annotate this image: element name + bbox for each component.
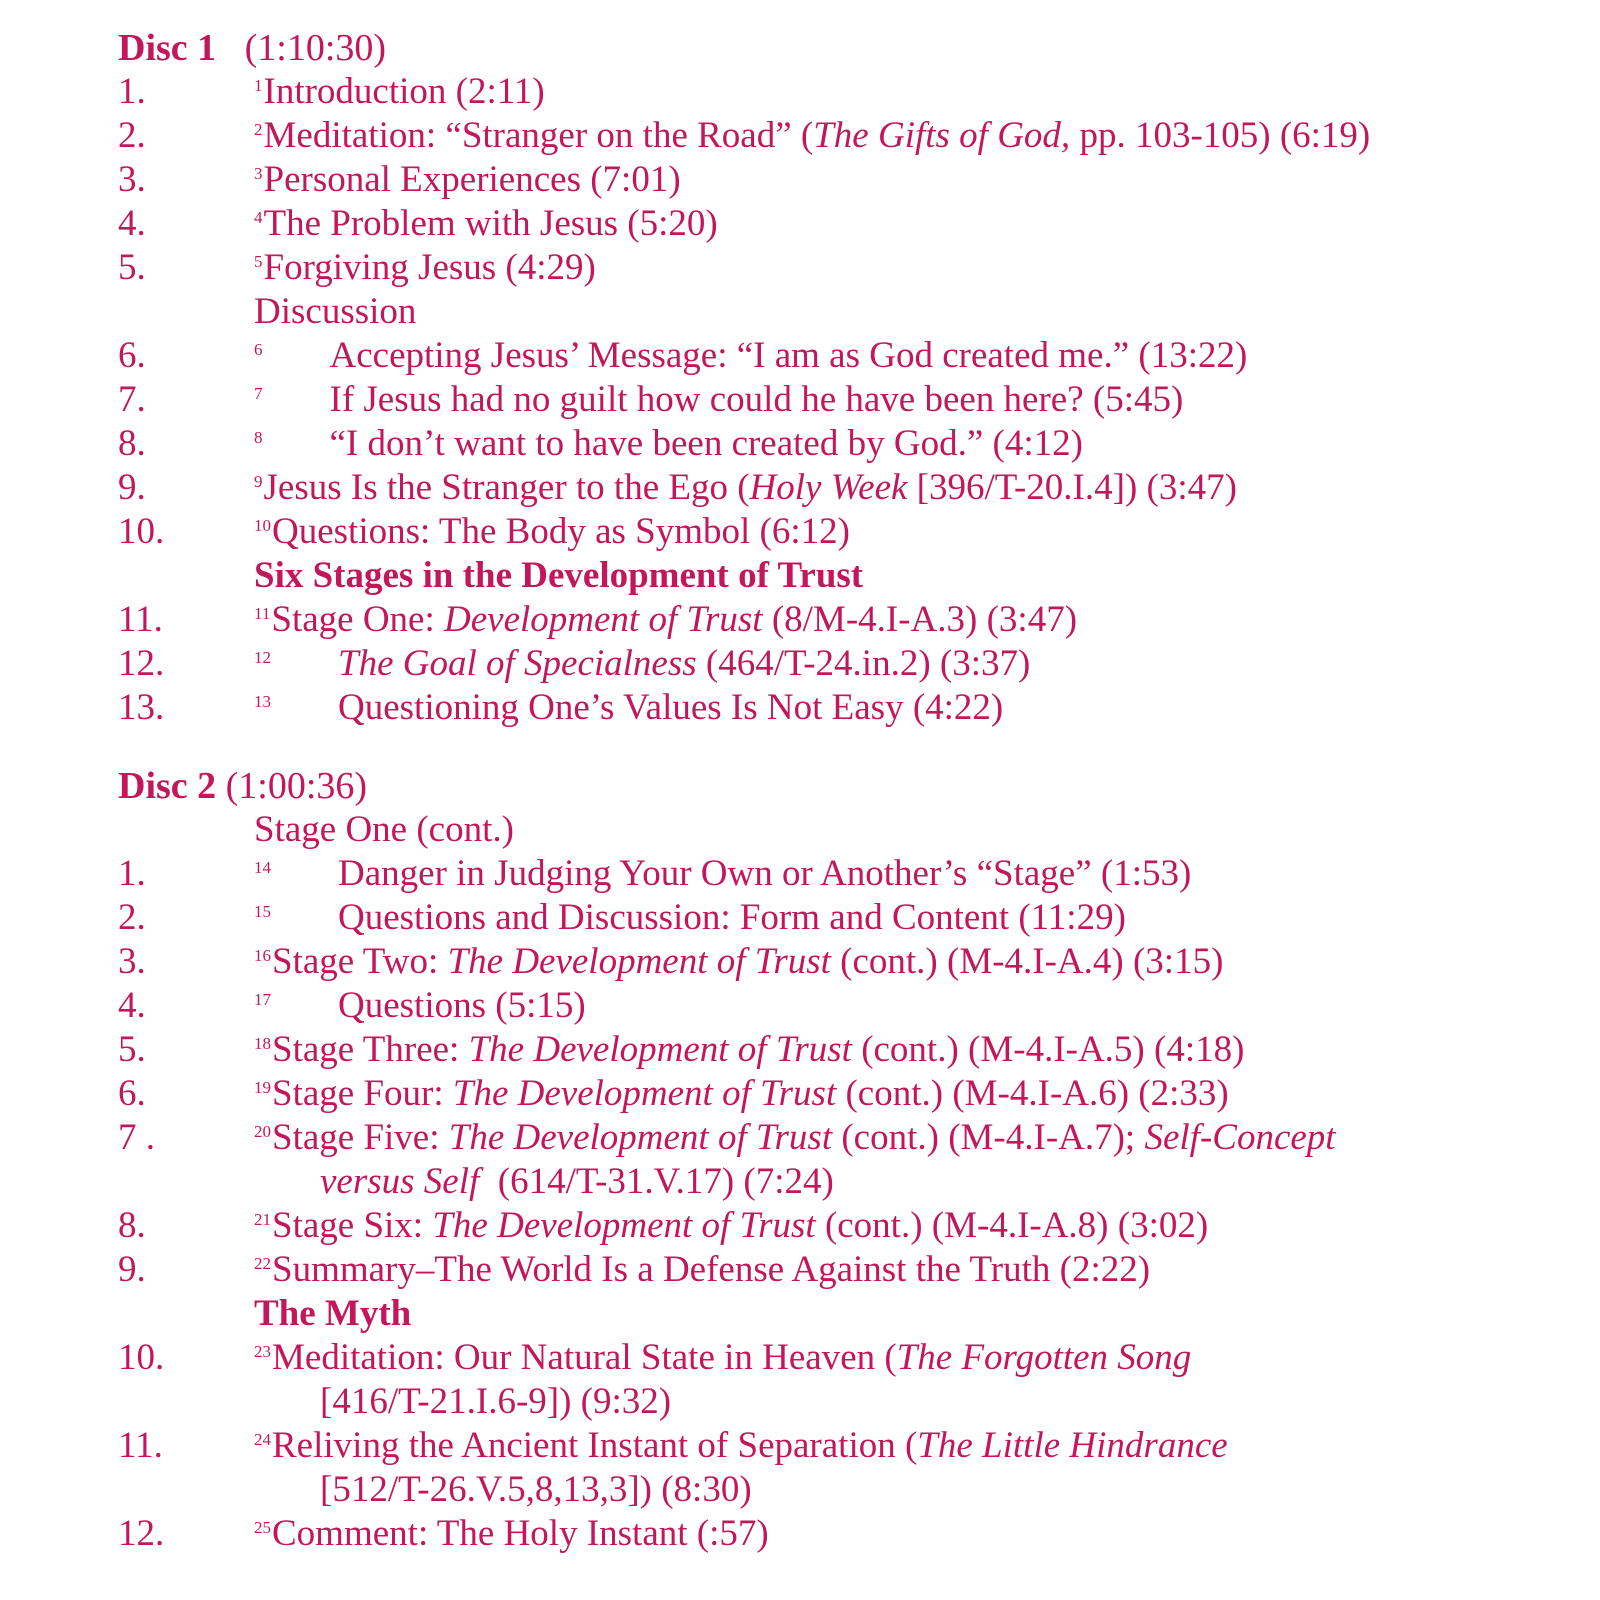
track-title: Accepting Jesus’ Message: “I am as God created me.” (13:22): [329, 335, 1248, 376]
track-title: “I don’t want to have been created by God.” (4:12): [329, 423, 1083, 464]
disc-duration: (1:10:30): [244, 27, 387, 69]
track-row: [118, 598, 1578, 642]
book-title: Development of Trust: [444, 599, 763, 640]
track-row: [118, 1248, 1578, 1292]
track-title-end: (8/M-4.I-A.3) (3:47): [762, 599, 1078, 640]
track-row: [118, 896, 1578, 940]
section-row: [118, 808, 1578, 852]
segment-marker: 19: [254, 1078, 271, 1097]
track-title: If Jesus had no guilt how could he have been here? (5:45): [329, 379, 1184, 420]
track-title: The Problem with Jesus (5:20): [263, 203, 718, 244]
track-row: [118, 642, 1578, 686]
disc-2-header: [118, 764, 1578, 808]
track-number: 2.: [118, 897, 146, 938]
track-title: Stage Six:: [272, 1205, 433, 1246]
segment-marker: 13: [254, 692, 271, 711]
track-number: 9.: [118, 1249, 146, 1290]
track-title-end: (cont.) (M-4.I-A.7);: [832, 1117, 1145, 1158]
track-number: 4.: [118, 203, 146, 244]
track-row: [118, 1204, 1578, 1248]
track-title: Questions: The Body as Symbol (6:12): [272, 511, 850, 552]
track-number: 12.: [118, 643, 165, 684]
track-title: Danger in Judging Your Own or Another’s “Stage” (1:53): [338, 853, 1192, 894]
track-number: 7.: [118, 379, 146, 420]
track-number: 8.: [118, 423, 146, 464]
track-title: Meditation: “Stranger on the Road” (: [263, 115, 814, 156]
segment-marker: 20: [254, 1122, 271, 1141]
track-title-end: pp. 103-105) (6:19): [1070, 115, 1371, 156]
track-number: 10.: [118, 1337, 165, 1378]
track-number: 6.: [118, 335, 146, 376]
track-title: Introduction (2:11): [263, 71, 545, 112]
segment-marker: 17: [254, 990, 271, 1009]
track-title: Personal Experiences (7:01): [263, 159, 681, 200]
track-row: [118, 70, 1578, 114]
track-number: 3.: [118, 941, 146, 982]
segment-marker: 18: [254, 1034, 271, 1053]
section-heading: The Myth: [254, 1293, 412, 1334]
book-title: The Little Hindrance: [917, 1425, 1228, 1466]
book-title: The Goal of Specialness: [338, 643, 697, 684]
track-row: [118, 984, 1578, 1028]
track-title: Stage Four:: [272, 1073, 453, 1114]
section-label: Stage One (cont.): [254, 809, 514, 850]
track-title: Comment: The Holy Instant (:57): [272, 1513, 769, 1554]
track-row: [118, 1028, 1578, 1072]
track-row: [118, 114, 1578, 158]
segment-marker: 6: [254, 340, 263, 359]
track-title-end: (464/T-24.in.2) (3:37): [696, 643, 1031, 684]
track-number: 13.: [118, 687, 165, 728]
book-title: Holy Week: [749, 467, 908, 508]
track-row: [118, 158, 1578, 202]
section-label: Discussion: [254, 291, 417, 332]
track-number: 8.: [118, 1205, 146, 1246]
track-title-end: [512/T-26.V.5,8,13,3]) (8:30): [320, 1469, 752, 1510]
track-title-end: (cont.) (M-4.I-A.5) (4:18): [851, 1029, 1245, 1070]
track-number: 2.: [118, 115, 146, 156]
disc-1-header: [118, 26, 1578, 70]
segment-marker: 22: [254, 1254, 271, 1273]
book-title: The Development of Trust: [452, 1073, 837, 1114]
book-title: The Development of Trust: [468, 1029, 852, 1070]
track-row: [118, 1116, 1578, 1160]
disc-label: Disc 2: [118, 765, 217, 807]
track-title-end: (cont.) (M-4.I-A.8) (3:02): [815, 1205, 1209, 1246]
section-row: [118, 554, 1578, 598]
book-title: The Development of Trust: [447, 941, 831, 982]
track-row: [118, 1424, 1578, 1468]
segment-marker: 9: [254, 472, 263, 491]
segment-marker: 7: [254, 384, 263, 403]
segment-marker: 24: [254, 1430, 271, 1449]
track-row: [118, 852, 1578, 896]
section-row: [118, 290, 1578, 334]
track-title: Forgiving Jesus (4:29): [263, 247, 596, 288]
track-title: Stage One:: [271, 599, 444, 640]
track-number: 7 .: [118, 1117, 155, 1158]
track-title: Questions and Discussion: Form and Content (11:29): [338, 897, 1126, 938]
track-row: [118, 422, 1578, 466]
segment-marker: 1: [254, 76, 263, 95]
track-row: [118, 686, 1578, 730]
track-number: 3.: [118, 159, 146, 200]
track-number: 11.: [118, 599, 163, 640]
track-row: [118, 940, 1578, 984]
segment-marker: 4: [254, 208, 263, 227]
track-title-end: (cont.) (M-4.I-A.6) (2:33): [836, 1073, 1229, 1114]
track-title-end: [416/T-21.I.6-9]) (9:32): [320, 1381, 672, 1422]
track-row-continuation: [118, 1160, 1578, 1204]
disc-duration: (1:00:36): [225, 765, 368, 807]
segment-marker: 14: [254, 858, 271, 877]
segment-marker: 12: [254, 648, 271, 667]
disc-label: Disc 1: [118, 27, 217, 69]
track-listing: [118, 26, 1578, 1556]
segment-marker: 8: [254, 428, 263, 447]
track-title: Stage Five:: [272, 1117, 449, 1158]
segment-marker: 10: [254, 516, 271, 535]
segment-marker: 16: [254, 946, 271, 965]
track-row-continuation: [118, 1468, 1578, 1512]
book-title-2: Self-Concept: [1144, 1117, 1336, 1158]
section-heading: Six Stages in the Development of Trust: [254, 555, 864, 596]
track-row: [118, 466, 1578, 510]
track-title: Reliving the Ancient Instant of Separation (: [272, 1425, 918, 1466]
segment-marker: 21: [254, 1210, 271, 1229]
book-title: versus Self: [320, 1161, 480, 1202]
segment-marker: 11: [254, 604, 271, 623]
track-row-continuation: [118, 1380, 1578, 1424]
segment-marker: 3: [254, 164, 263, 183]
book-title: The Gifts of God,: [813, 115, 1071, 156]
track-row: [118, 378, 1578, 422]
track-title-end: (cont.) (M-4.I-A.4) (3:15): [830, 941, 1224, 982]
track-number: 5.: [118, 247, 146, 288]
track-number: 5.: [118, 1029, 146, 1070]
track-title: Questions (5:15): [338, 985, 586, 1026]
segment-marker: 25: [254, 1518, 271, 1537]
track-row: [118, 1336, 1578, 1380]
segment-marker: 23: [254, 1342, 271, 1361]
track-number: 9.: [118, 467, 146, 508]
track-number: 1.: [118, 853, 146, 894]
track-number: 11.: [118, 1425, 163, 1466]
track-title: Questioning One’s Values Is Not Easy (4:22): [338, 687, 1004, 728]
track-number: 10.: [118, 511, 165, 552]
segment-marker: 5: [254, 252, 263, 271]
track-row: [118, 202, 1578, 246]
book-title: The Forgotten Song: [896, 1337, 1192, 1378]
track-number: 1.: [118, 71, 146, 112]
track-title: Meditation: Our Natural State in Heaven (: [272, 1337, 897, 1378]
track-row: [118, 510, 1578, 554]
track-title: Summary–The World Is a Defense Against the Truth (2:22): [272, 1249, 1151, 1290]
track-title-end: (614/T-31.V.17) (7:24): [479, 1161, 834, 1202]
track-number: 4.: [118, 985, 146, 1026]
section-row: [118, 1292, 1578, 1336]
track-number: 12.: [118, 1513, 165, 1554]
book-title: The Development of Trust: [448, 1117, 833, 1158]
track-title-end: [396/T-20.I.4]) (3:47): [907, 467, 1237, 508]
segment-marker: 15: [254, 902, 271, 921]
track-row: [118, 334, 1578, 378]
track-title: Stage Two:: [272, 941, 448, 982]
track-title: Jesus Is the Stranger to the Ego (: [263, 467, 750, 508]
track-row: [118, 1072, 1578, 1116]
segment-marker: 2: [254, 120, 263, 139]
track-row: [118, 246, 1578, 290]
track-number: 6.: [118, 1073, 146, 1114]
book-title: The Development of Trust: [432, 1205, 816, 1246]
track-title: Stage Three:: [272, 1029, 469, 1070]
track-row: [118, 1512, 1578, 1556]
